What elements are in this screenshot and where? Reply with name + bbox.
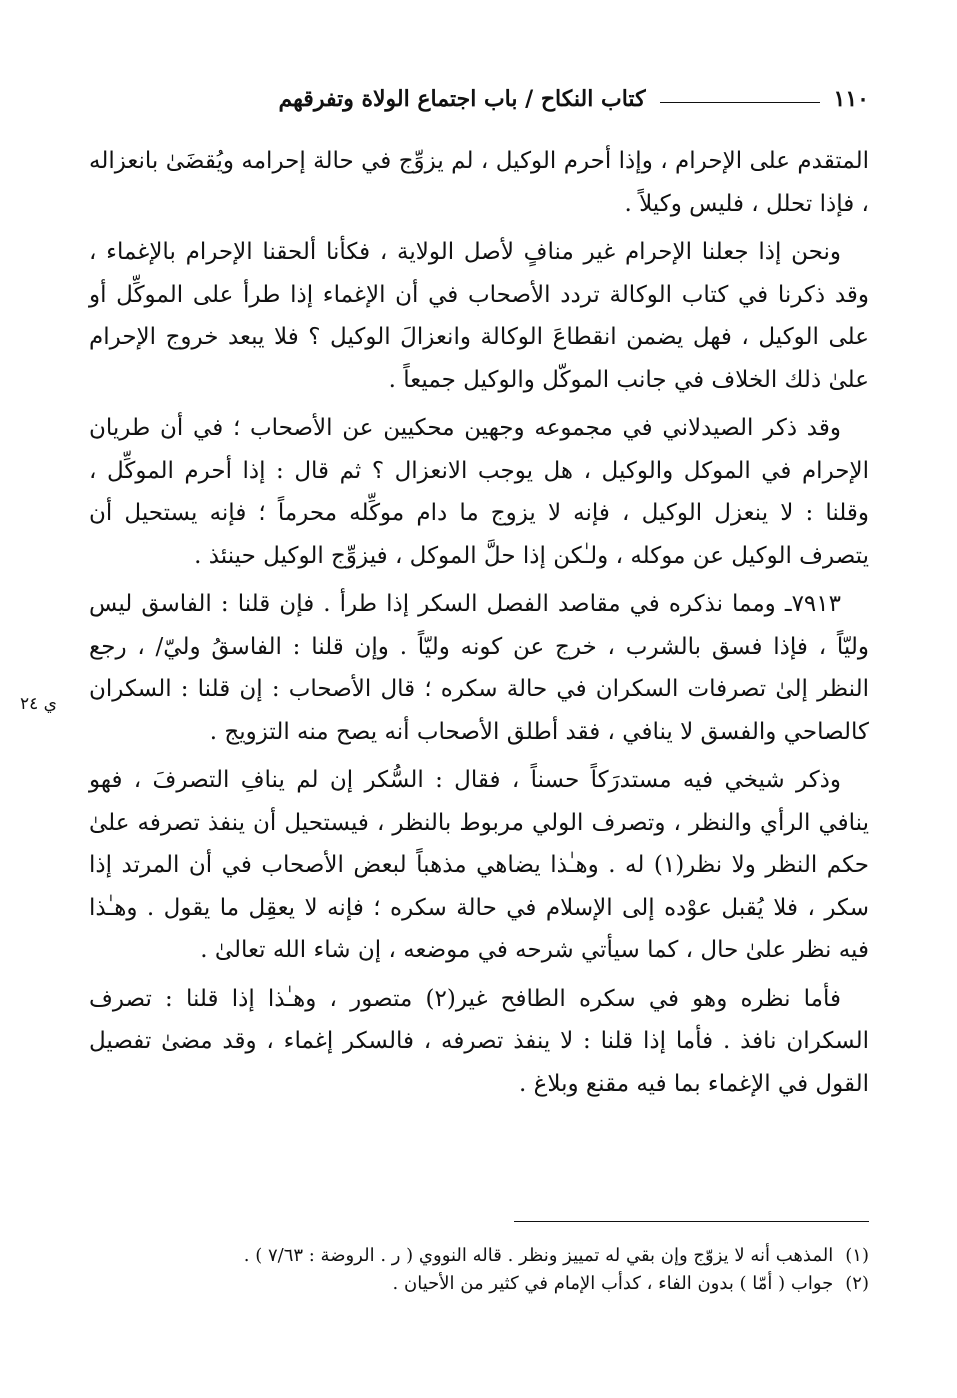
header-rule — [660, 102, 820, 103]
main-text — [89, 140, 869, 1111]
footnote-text: المذهب أنه لا يزوّج وإن بقي له تمييز ونظر . قاله النووي ( ر . الروضة : ٧/٦٣ ) . — [243, 1245, 834, 1266]
paragraph: ونحن إذا جعلنا الإحرام غير منافٍ لأصل الولاية ، فكأنا ألحقنا الإحرام بالإغماء ، وقد ذكرنا في كتاب الوكالة تردد الأصحاب في أن الإغماء إذا طرأ على الموكِّل أو على الوكيل ، فهل يضمن انقطاعَ الوكالة وانعزالَ الوكيل ؟ فلا يبعد خروج الإحرام علىٰ ذلك الخلاف في جانب الموكّل والوكيل جميعاً . — [89, 239, 869, 393]
paragraph: المتقدم على الإحرام ، وإذا أحرم الوكيل ، لم يزوِّج في حالة إحرامه ويُقضَىٰ بانعزاله ، فإذا تحلل ، فليس وكيلاً . — [89, 148, 869, 217]
page-number: ١١٠ — [833, 86, 869, 112]
footnote-text: جواب ( أمّا ) بدون الفاء ، كدأب الإمام في كثير من الأحيان . — [392, 1273, 834, 1294]
footnote-item — [89, 1242, 869, 1270]
footnote-number: (١) — [845, 1245, 869, 1266]
footnote-separator — [514, 1221, 869, 1222]
header-title: كتاب النكاح / باب اجتماع الولاة وتفرقهم — [278, 86, 646, 112]
paragraph: ٧٩١٣ـ ومما نذكره في مقاصد الفصل السكر إذا طرأ . فإن قلنا : الفاسق ليس وليّاً ، فإذا فسق بالشرب ، خرج عن كونه وليّاً . وإن قلنا : الفاسقُ وليّ/ ، رجع النظر إلىٰ تصرفات السكران في حالة سكره ؛ قال الأصحاب : إن قلنا : السكران كالصاحي والفسق لا ينافي ، فقد أطلق الأصحاب أنه يصح منه التزويج . — [89, 591, 869, 745]
footnote-number: (٢) — [845, 1273, 869, 1294]
paragraph: فأما نظره وهو في سكره الطافح غير(٢) متصور ، وهـٰذا إذا قلنا : تصرف السكران نافذ . فأما إذا قلنا : لا ينفذ تصرفه ، فالسكر إغماء ، وقد مضىٰ تفصيل القول في الإغماء بما فيه مقنع وبلاغ . — [89, 985, 869, 1097]
paragraph: وذكر شيخي فيه مستدرَكاً حسناً ، فقال : السُّكر إن لم ينافِ التصرفَ ، فهو ينافي الرأي والنظر ، وتصرف الولي مربوط بالنظر ، فيستحيل أن ينفذ تصرفه علىٰ حكم النظر ولا نظر(١) له . وهـٰذا يضاهي مذهباً لبعض الأصحاب في أن المرتد إذا سكر ، فلا يُقبل عوْده إلى الإسلام في حالة سكره ؛ فإنه لا يعقِل ما يقول . وهـٰذا فيه نظر علىٰ حال ، كما سيأتي شرحه في موضعه ، إن شاء الله تعالىٰ . — [89, 767, 869, 963]
footnote-item — [89, 1270, 869, 1298]
margin-note: ي ٢٤ — [20, 694, 57, 714]
footnotes — [89, 1242, 869, 1298]
running-header — [89, 86, 869, 112]
paragraph: وقد ذكر الصيدلاني في مجموعه وجهين محكيين عن الأصحاب ؛ في أن طريان الإحرام في الموكل والوكيل ، هل يوجب الانعزال ؟ ثم قال : إذا أحرم الموكِّل ، وقلنا : لا ينعزل الوكيل ، فإنه لا يزوج ما دام موكِّله محرماً ؛ فإنه يستحيل أن يتصرف الوكيل عن موكله ، ولـٰكن إذا حلَّ الموكل ، فيزوِّج الوكيل حينئذ . — [89, 415, 869, 569]
